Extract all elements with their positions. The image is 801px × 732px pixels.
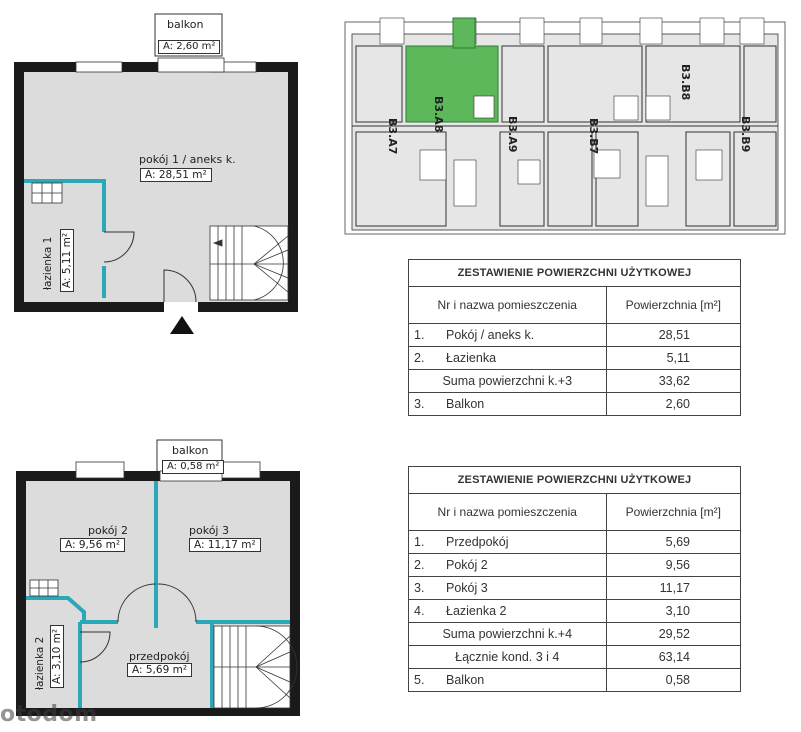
- window-lower-left: [76, 462, 124, 478]
- bath-door-gap-upper: [100, 232, 108, 266]
- table-row: [409, 370, 741, 393]
- room2-label: pokój 2: [88, 524, 128, 537]
- row-area: 0,58: [606, 669, 741, 692]
- stairs-lower-icon: [214, 626, 297, 708]
- row-area: 63,14: [606, 646, 741, 669]
- row-sum-name: Suma powierzchni k.+3: [409, 370, 607, 393]
- hall-area: A: 5,69 m²: [127, 663, 192, 677]
- table1-title: ZESTAWIENIE POWIERZCHNI UŻYTKOWEJ: [409, 260, 741, 287]
- table2-title: ZESTAWIENIE POWIERZCHNI UŻYTKOWEJ: [409, 467, 741, 494]
- balcony-label-lower: balkon: [172, 444, 209, 457]
- table-row: [409, 600, 741, 623]
- window-upper-left: [76, 62, 122, 72]
- row-index: 2.: [409, 554, 442, 577]
- table-row: [409, 669, 741, 692]
- table-row: [409, 531, 741, 554]
- row-area: 3,10: [606, 600, 741, 623]
- row-index: 5.: [409, 669, 442, 692]
- row-index: 2.: [409, 347, 442, 370]
- row-area: 33,62: [606, 370, 741, 393]
- room3-area: A: 11,17 m²: [189, 538, 261, 552]
- row-name: Pokój 2: [441, 554, 606, 577]
- table-row: [409, 347, 741, 370]
- entrance-arrow-icon: [170, 316, 194, 334]
- row-area: 2,60: [606, 393, 741, 416]
- row-area: 5,11: [606, 347, 741, 370]
- unit-label-a8: B3.A8: [432, 96, 445, 133]
- row-name: Przedpokój: [441, 531, 606, 554]
- room2-area: A: 9,56 m²: [60, 538, 125, 552]
- wall-left-lower: [16, 471, 26, 716]
- table-row: [409, 646, 741, 669]
- bath2-area: A: 3,10 m²: [50, 625, 64, 688]
- row-area: 11,17: [606, 577, 741, 600]
- key-plan: [345, 18, 785, 234]
- unit-label-a7: B3.A7: [386, 118, 399, 155]
- hall-label: przedpokój: [129, 650, 190, 663]
- row-area: 29,52: [606, 623, 741, 646]
- entrance-gap: [164, 302, 198, 312]
- table1-col-name: Nr i nazwa pomieszczenia: [409, 287, 607, 324]
- row-index: 3.: [409, 577, 442, 600]
- row-index: 3.: [409, 393, 442, 416]
- row-name: Balkon: [441, 669, 606, 692]
- balcony-label-upper: balkon: [167, 18, 204, 31]
- bath1-area: A: 5,11 m²: [60, 229, 74, 292]
- row-name: Łazienka 2: [441, 600, 606, 623]
- bath-fixture-icon: [30, 580, 58, 596]
- row-name: Pokój / aneks k.: [441, 324, 606, 347]
- row-total-name: Łącznie kond. 3 i 4: [409, 646, 607, 669]
- watermark-logo: otodom: [0, 702, 98, 727]
- balcony-door-upper: [158, 58, 224, 72]
- table-row: [409, 554, 741, 577]
- balcony-area-lower: A: 0,58 m²: [162, 460, 224, 474]
- wall-left-upper: [14, 62, 24, 312]
- unit-label-b8: B3.B8: [679, 64, 692, 101]
- unit-label-b7: B3.B7: [587, 118, 600, 155]
- row-index: 1.: [409, 531, 442, 554]
- row-name: Pokój 3: [441, 577, 606, 600]
- row-index: 4.: [409, 600, 442, 623]
- table-row: [409, 393, 741, 416]
- table-row: [409, 324, 741, 347]
- row-area: 28,51: [606, 324, 741, 347]
- row-area: 5,69: [606, 531, 741, 554]
- wall-right-upper: [288, 62, 298, 312]
- table1-col-area: Powierzchnia [m²]: [606, 287, 741, 324]
- balcony-area-upper: A: 2,60 m²: [158, 40, 220, 54]
- room3-label: pokój 3: [189, 524, 229, 537]
- area-table-lower: [408, 466, 741, 692]
- area-table-upper: [408, 259, 741, 416]
- unit-label-b9: B3.B9: [739, 116, 752, 153]
- wall-bottom-upper: [14, 302, 298, 312]
- table2-col-name: Nr i nazwa pomieszczenia: [409, 494, 607, 531]
- row-index: 1.: [409, 324, 442, 347]
- room1-label: pokój 1 / aneks k.: [139, 153, 236, 166]
- unit-label-a9: B3.A9: [506, 116, 519, 153]
- row-name: Łazienka: [441, 347, 606, 370]
- bath2-label: łazienka 2: [34, 636, 46, 690]
- table-row: [409, 577, 741, 600]
- kitchen-counter-icon: [32, 183, 62, 203]
- row-area: 9,56: [606, 554, 741, 577]
- stairs-upper-icon: [210, 226, 288, 300]
- room1-area: A: 28,51 m²: [140, 168, 212, 182]
- table-row: [409, 623, 741, 646]
- row-sum-name: Suma powierzchni k.+4: [409, 623, 607, 646]
- bath1-label: łazienka 1: [42, 236, 54, 290]
- row-name: Balkon: [441, 393, 606, 416]
- table2-col-area: Powierzchnia [m²]: [606, 494, 741, 531]
